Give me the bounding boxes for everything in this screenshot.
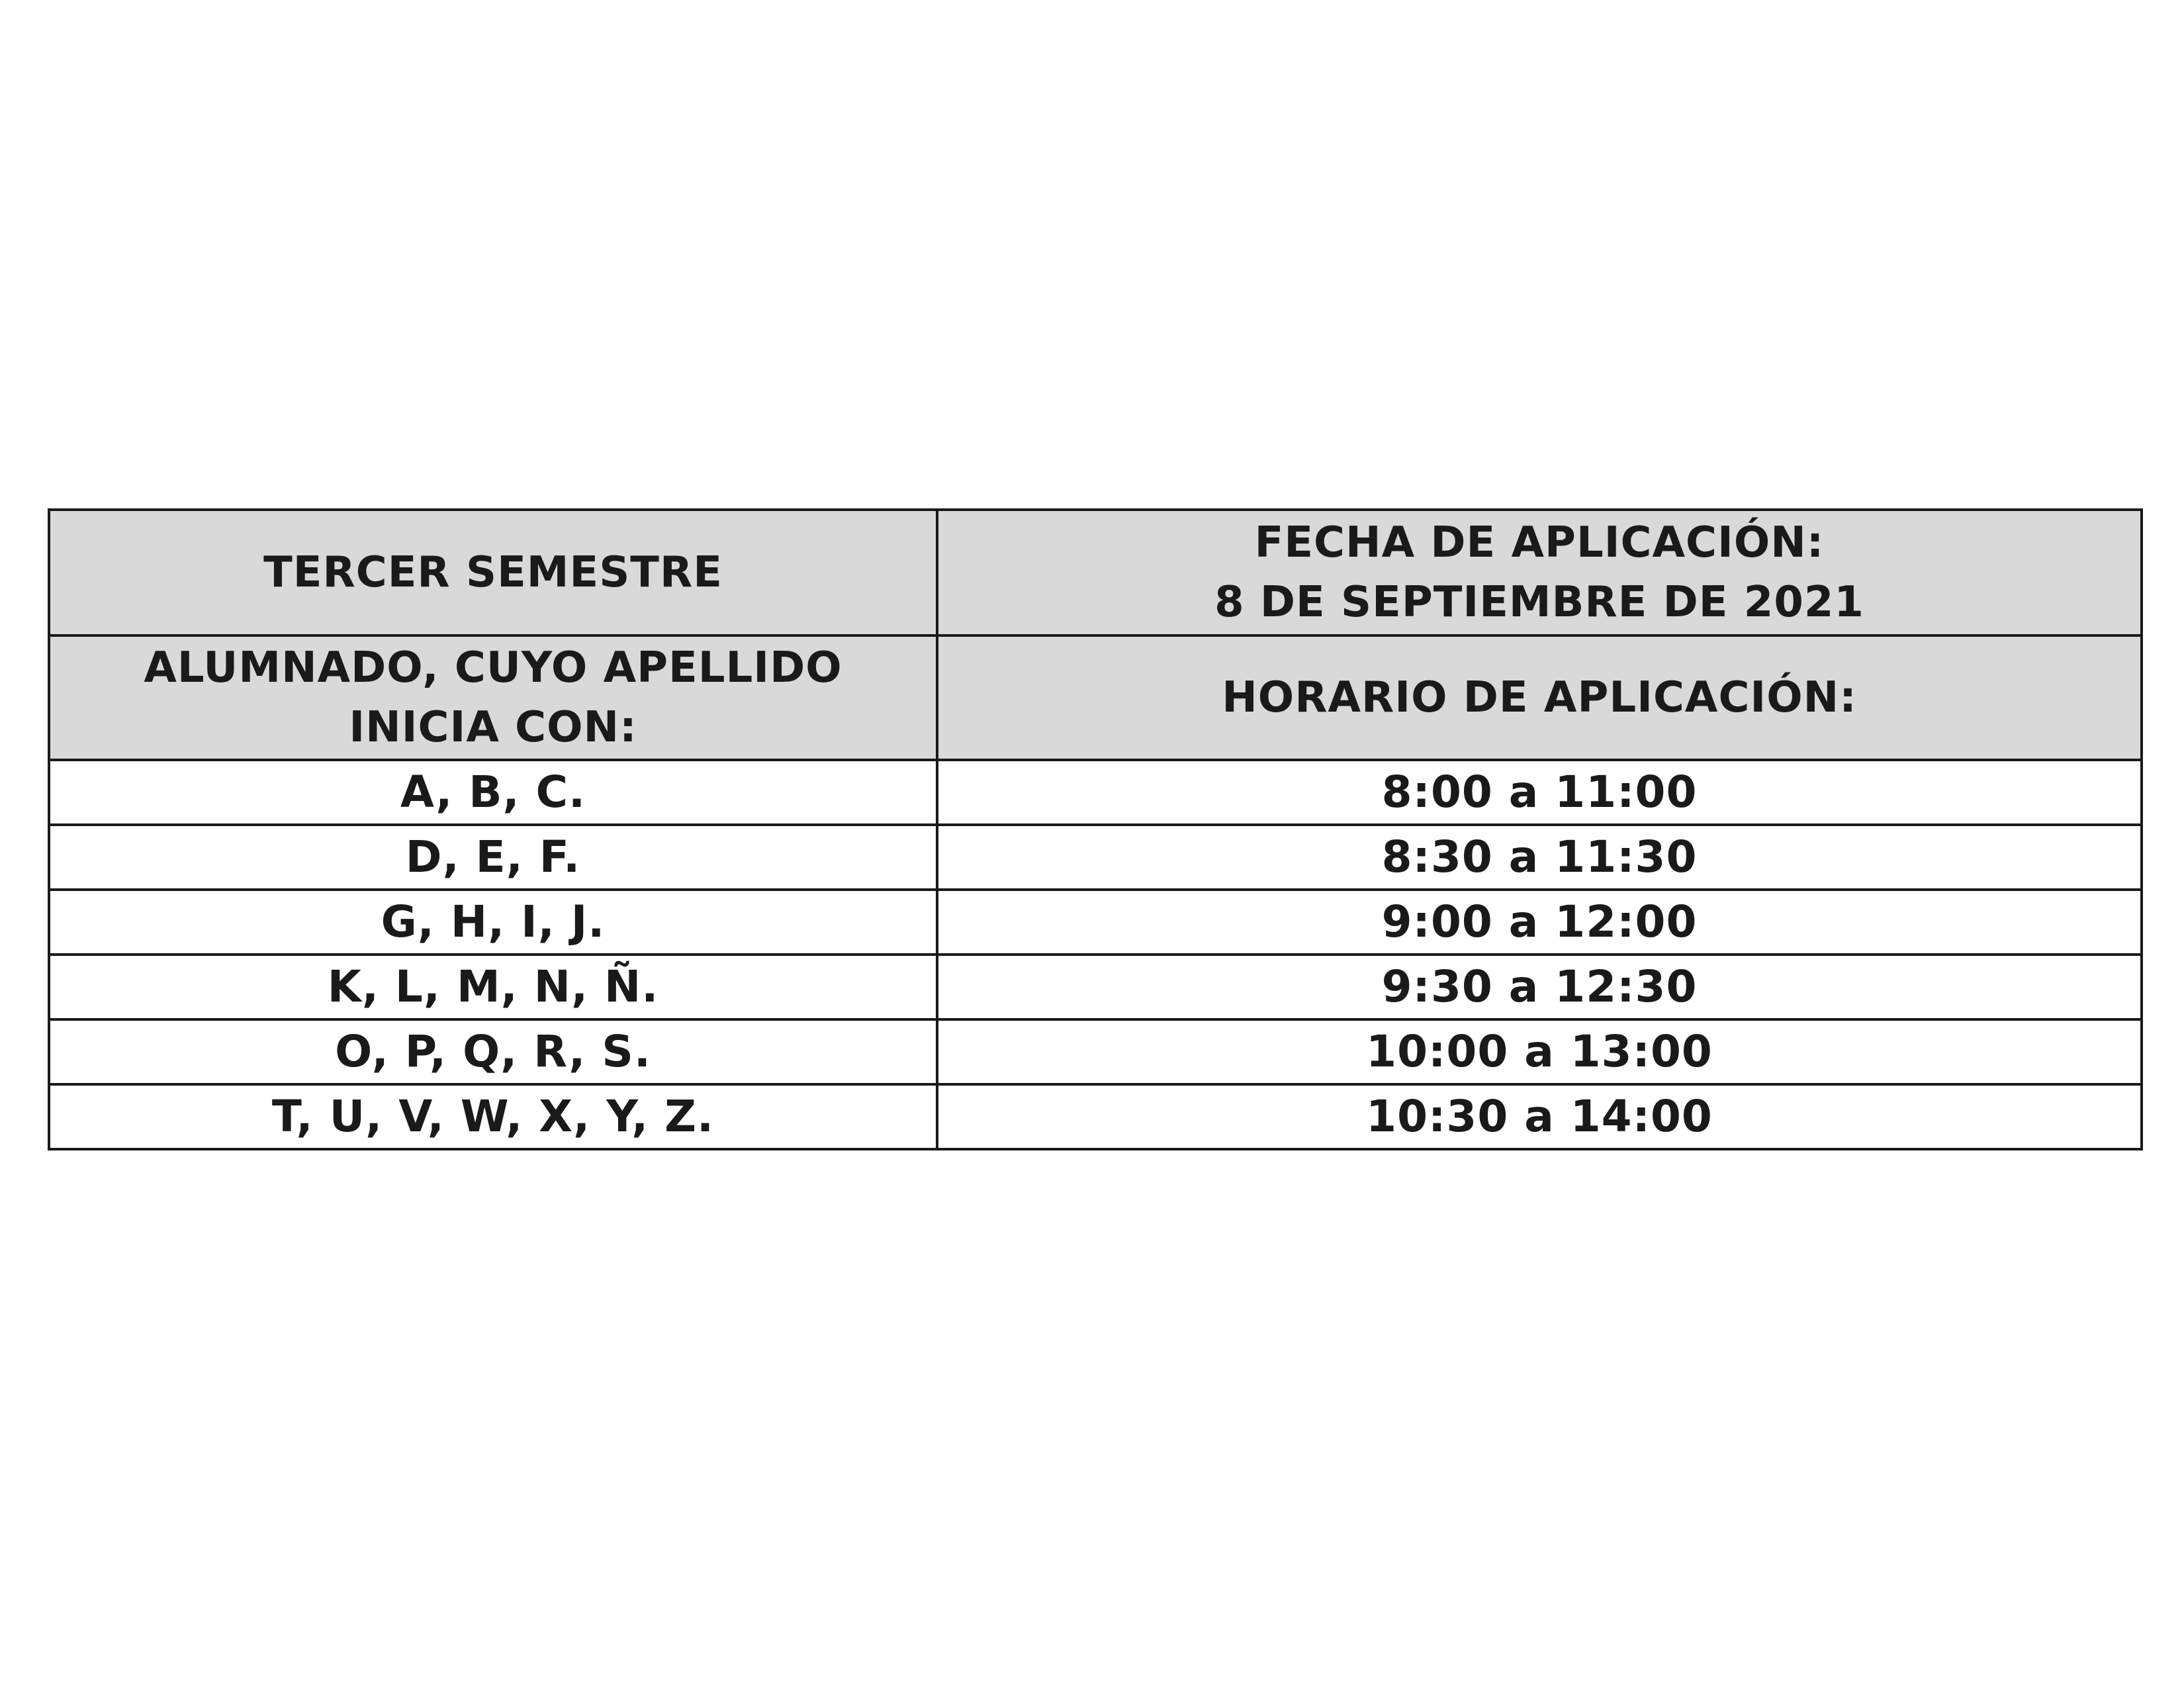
- time-cell: 10:30 a 14:00: [937, 1084, 2142, 1149]
- schedule-column-heading: [937, 635, 2142, 760]
- letters-cell: O, P, Q, R, S.: [49, 1019, 937, 1084]
- semester-label: TERCER SEMESTRE: [263, 548, 723, 597]
- schedule-label: HORARIO DE APLICACIÓN:: [1222, 673, 1857, 722]
- students-column-heading: [49, 635, 937, 760]
- table-row: [49, 955, 2142, 1019]
- letters-cell: T, U, V, W, X, Y, Z.: [49, 1084, 937, 1149]
- table-row: [49, 1019, 2142, 1084]
- letters-cell: D, E, F.: [49, 825, 937, 890]
- date-label: FECHA DE APLICACIÓN:: [1254, 518, 1825, 567]
- header-row-date: [49, 510, 2142, 635]
- letters-cell: K, L, M, N, Ñ.: [49, 955, 937, 1019]
- exam-schedule-table: [48, 508, 2143, 1150]
- semester-heading: [49, 510, 937, 635]
- letters-cell: G, H, I, J.: [49, 890, 937, 955]
- table-row: [49, 1084, 2142, 1149]
- table-row: [49, 825, 2142, 890]
- time-cell: 10:00 a 13:00: [937, 1019, 2142, 1084]
- time-cell: 8:30 a 11:30: [937, 825, 2142, 890]
- time-cell: 8:00 a 11:00: [937, 760, 2142, 825]
- students-heading-line2: INICIA CON:: [349, 703, 637, 752]
- table-row: [49, 760, 2142, 825]
- header-row-columns: [49, 635, 2142, 760]
- date-value: 8 DE SEPTIEMBRE DE 2021: [1214, 578, 1864, 627]
- time-cell: 9:30 a 12:30: [937, 955, 2142, 1019]
- letters-cell: A, B, C.: [49, 760, 937, 825]
- table-row: [49, 890, 2142, 955]
- time-cell: 9:00 a 12:00: [937, 890, 2142, 955]
- application-date-heading: [937, 510, 2142, 635]
- students-heading-line1: ALUMNADO, CUYO APELLIDO: [144, 643, 842, 692]
